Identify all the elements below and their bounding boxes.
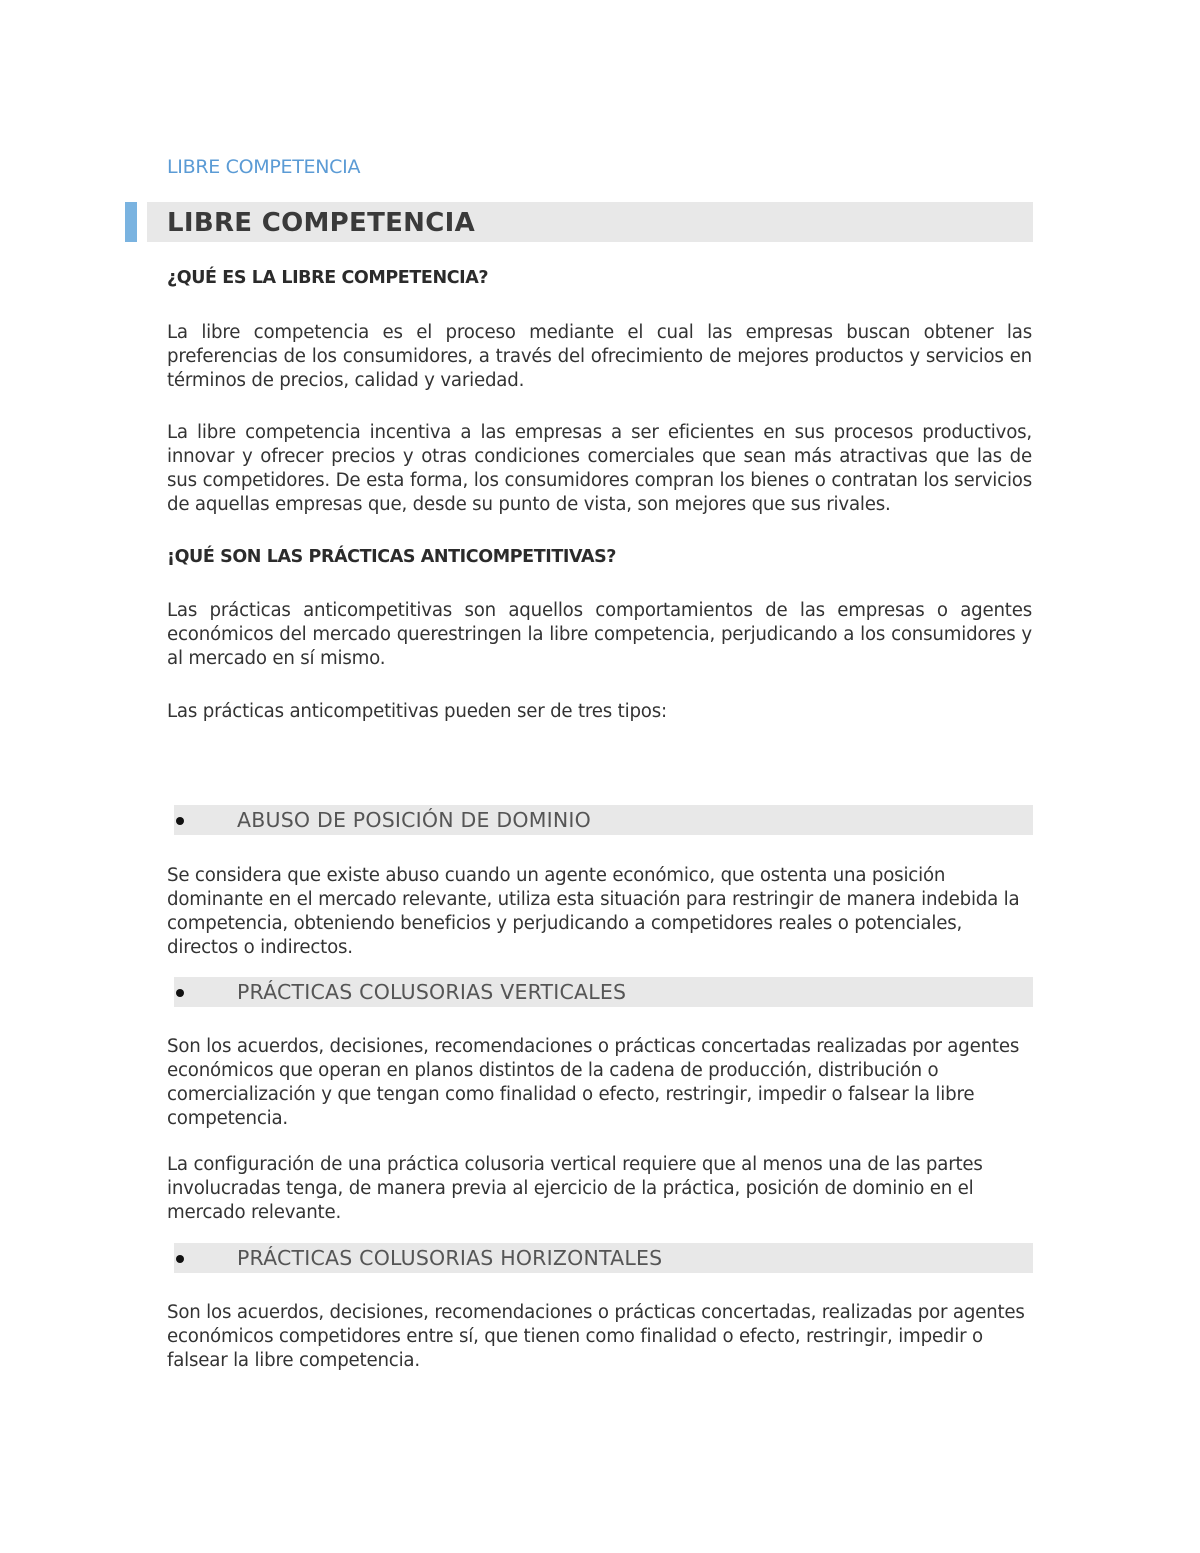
section-title: ABUSO DE POSICIÓN DE DOMINIO: [237, 808, 591, 832]
main-heading-text: LIBRE COMPETENCIA: [167, 208, 475, 238]
bullet-icon: [176, 817, 184, 825]
section-title: PRÁCTICAS COLUSORIAS VERTICALES: [237, 980, 627, 1004]
section-paragraph: Se considera que existe abuso cuando un agente económico, que ostenta una posición dominante en el mercado relevante, utiliza esta situación para restringir de manera indebida la competencia, obteniendo beneficios y perjudicando a competidores reales o potenciales, directos o indirectos.: [167, 865, 1020, 958]
paragraph-4: Las prácticas anticompetitivas pueden ser de tres tipos:: [167, 701, 667, 722]
section-paragraph: Son los acuerdos, decisiones, recomendaciones o prácticas concertadas, realizadas por agentes económicos competidores entre sí, que tienen como finalidad o efecto, restringir, impedir o falsear la libre competencia.: [167, 1302, 1025, 1371]
section-heading-horizontales: [174, 1243, 1033, 1273]
paragraph-3: Las prácticas anticompetitivas son aquellos comportamientos de las empresas o agentes económicos del mercado querestringen la libre competencia, perjudicando a los consumidores y al mercado en sí mismo.: [167, 600, 1032, 669]
bullet-icon: [176, 1255, 184, 1263]
section-heading-verticales: [174, 977, 1033, 1007]
document-title: LIBRE COMPETENCIA: [167, 156, 361, 178]
heading-accent-bar: [125, 202, 137, 242]
section-paragraph: Son los acuerdos, decisiones, recomendaciones o prácticas concertadas realizadas por agentes económicos que operan en planos distintos de la cadena de producción, distribución o comercialización y que tengan como finalidad o efecto, restringir, impedir o falsear la libre competencia.: [167, 1036, 1020, 1129]
section-paragraph: La configuración de una práctica colusoria vertical requiere que al menos una de las partes involucradas tenga, de manera previa al ejercicio de la práctica, posición de dominio en el mercado relevante.: [167, 1154, 983, 1223]
question-heading-2: ¡QUÉ SON LAS PRÁCTICAS ANTICOMPETITIVAS?: [167, 547, 617, 567]
section-title: PRÁCTICAS COLUSORIAS HORIZONTALES: [237, 1246, 663, 1270]
bullet-icon: [176, 989, 184, 997]
section-heading-abuso: [174, 805, 1033, 835]
paragraph-2: La libre competencia incentiva a las empresas a ser eficientes en sus procesos productivos, innovar y ofrecer precios y otras condiciones comerciales que sean más atractivas que las de sus competidores. De esta forma, los consumidores compran los bienes o contratan los servicios de aquellas empresas que, desde su punto de vista, son mejores que sus rivales.: [167, 422, 1032, 515]
main-heading: [125, 202, 1033, 242]
paragraph-1: La libre competencia es el proceso mediante el cual las empresas buscan obtener las preferencias de los consumidores, a través del ofrecimiento de mejores productos y servicios en términos de precios, calidad y variedad.: [167, 322, 1032, 391]
question-heading-1: ¿QUÉ ES LA LIBRE COMPETENCIA?: [167, 268, 489, 288]
